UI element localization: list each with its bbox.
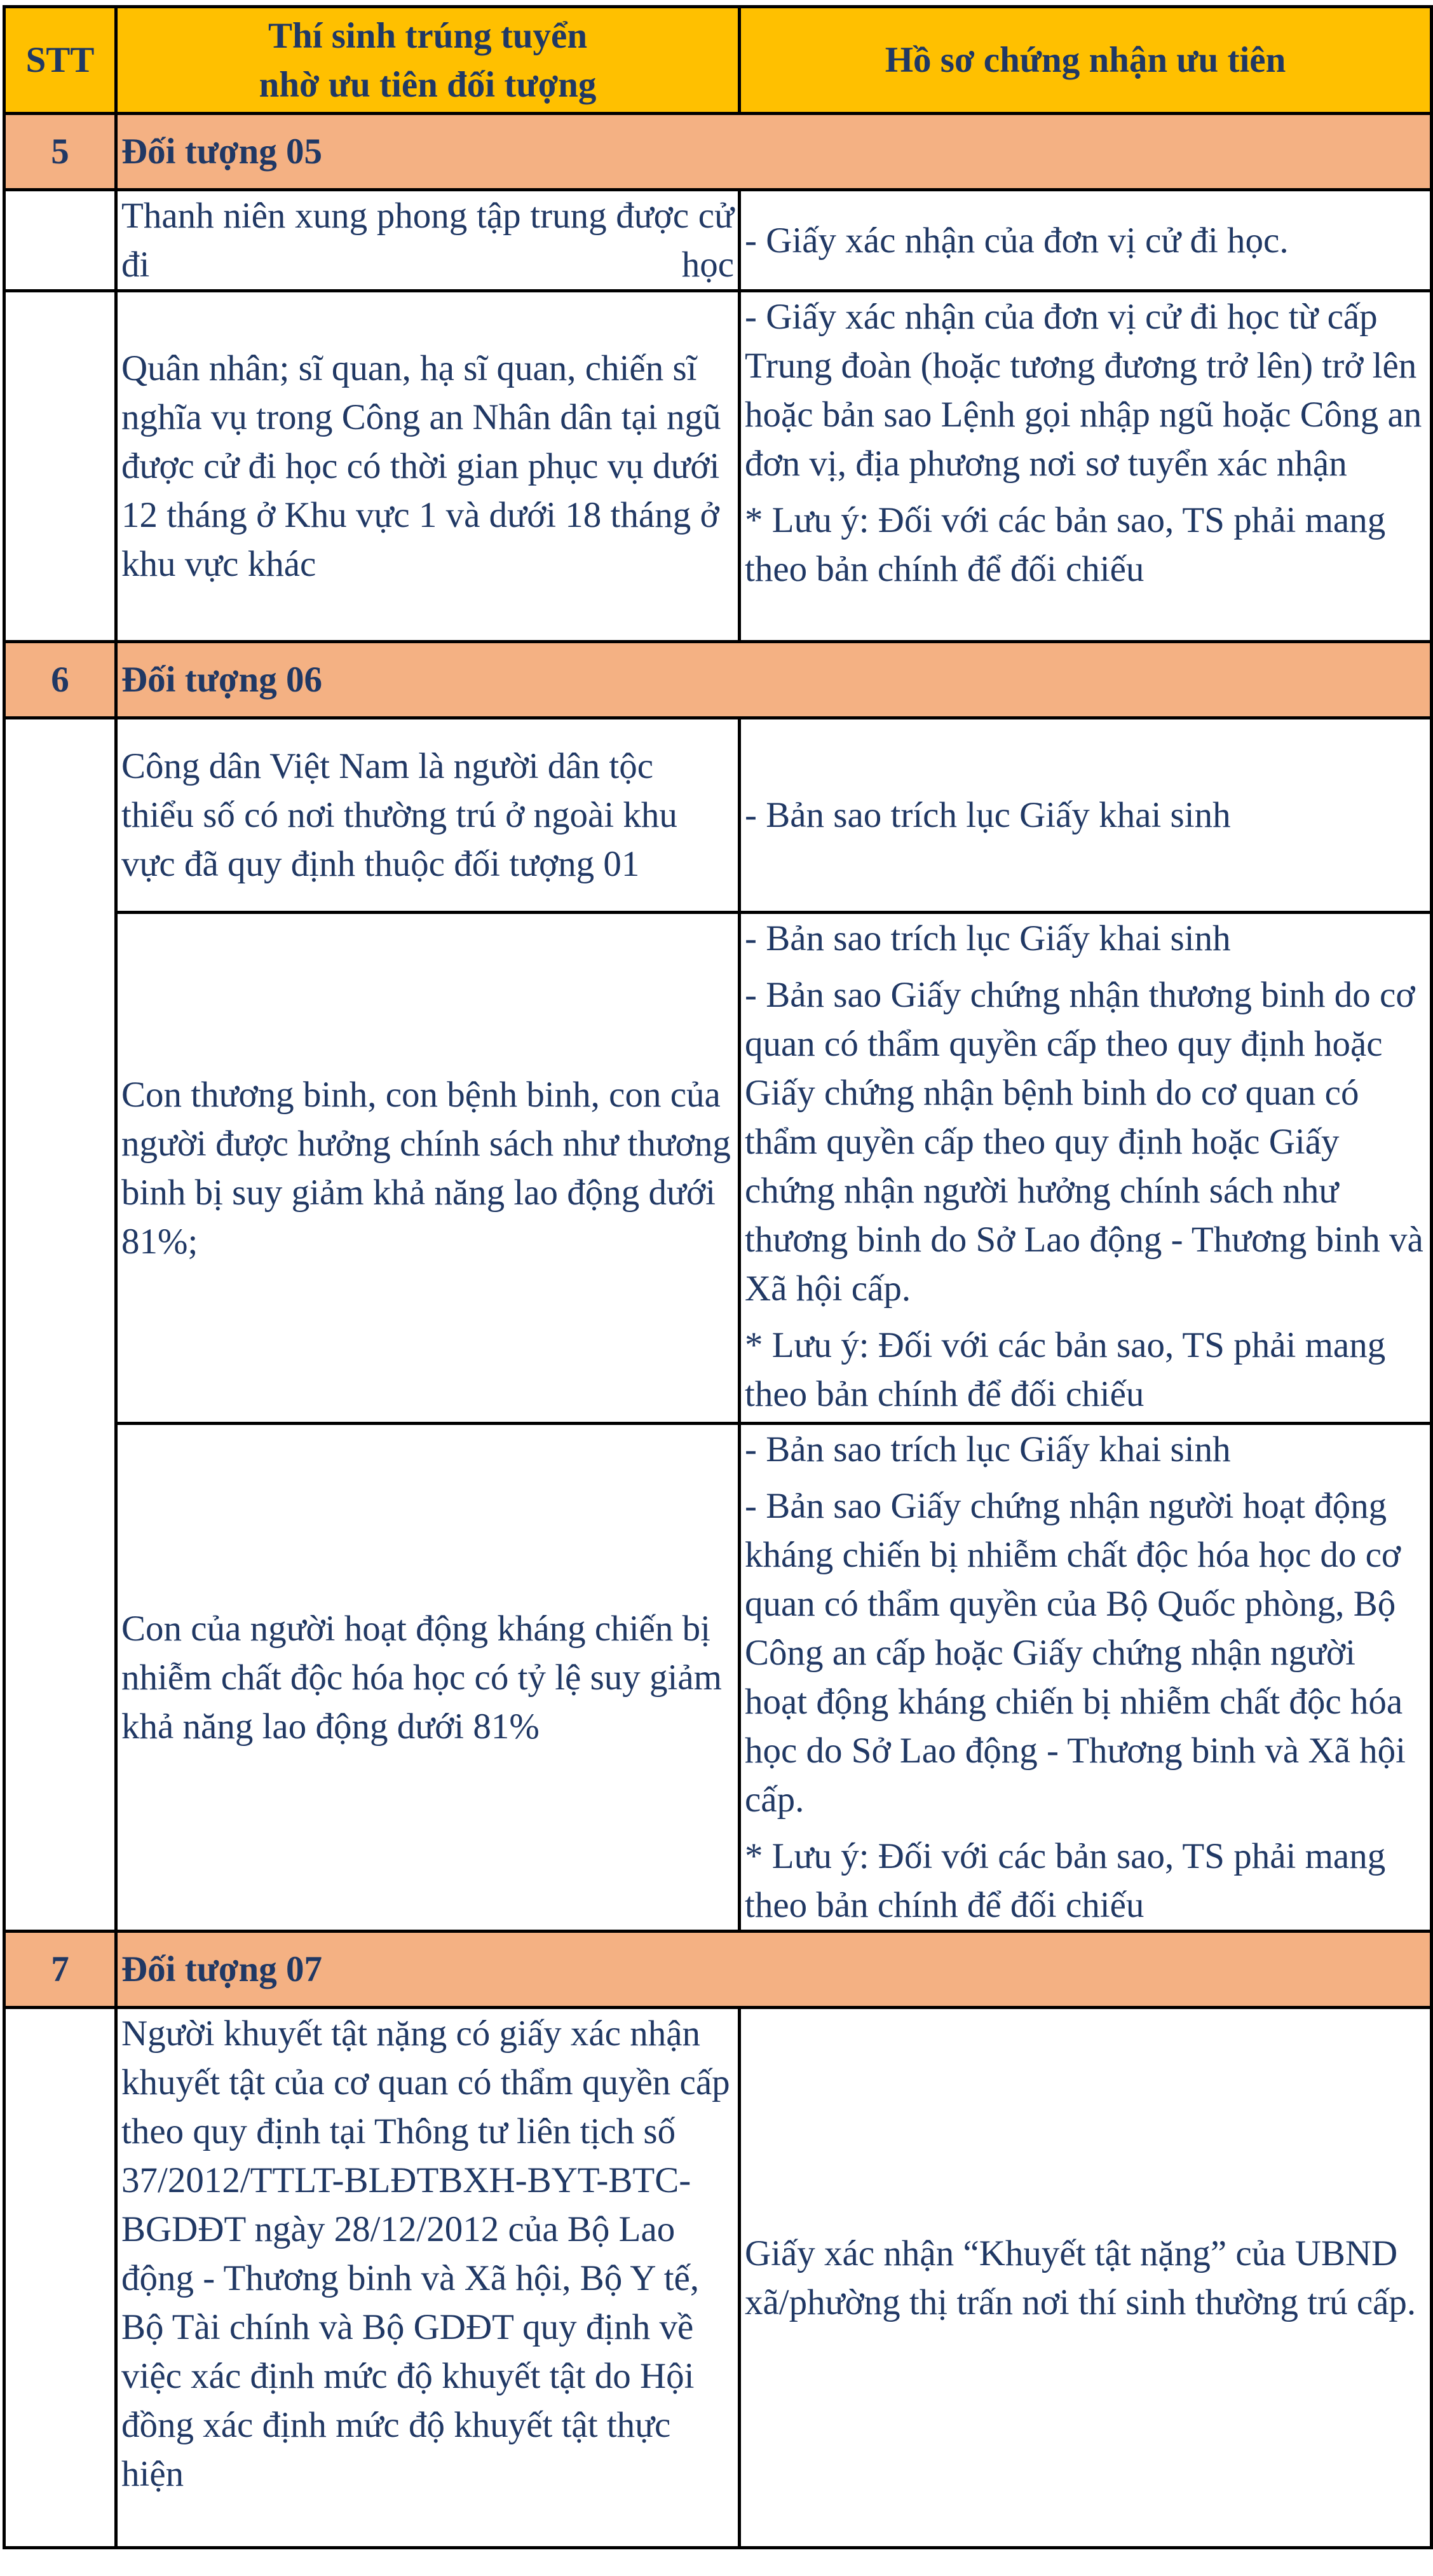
note-item: * Lưu ý: Đối với các bản sao, TS phải mang theo bản chính để đối chiếu xyxy=(745,1836,1386,1925)
group-title: Đối tượng 06 xyxy=(116,642,1432,718)
candidate-cell: Người khuyết tật nặng có giấy xác nhận khuyết tật của cơ quan có thẩm quyền cấp theo quy định tại Thông tư liên tịch số 37/2012/TTLT-BLĐTBXH-BYT-BTC-BGDĐT ngày 28/12/2012 của Bộ Lao động - Thương binh và Xã hội, Bộ Y tế, Bộ Tài chính và Bộ GDĐT quy định về việc xác định mức độ khuyết tật do Hội đồng xác định mức độ khuyết tật thực hiện xyxy=(116,2008,740,2548)
stt-cell-empty xyxy=(4,190,116,291)
group-title: Đối tượng 05 xyxy=(116,114,1432,190)
stt-cell-empty xyxy=(4,2008,116,2548)
group-row-05 xyxy=(4,114,1432,190)
table-row xyxy=(4,913,1432,1424)
header-candidate xyxy=(116,7,740,114)
group-stt: 6 xyxy=(4,642,116,718)
document-item: - Bản sao trích lục Giấy khai sinh xyxy=(745,1429,1231,1469)
header-candidate-line2: nhờ ưu tiên đối tượng xyxy=(259,64,597,105)
table-row xyxy=(4,2008,1432,2548)
note-item: * Lưu ý: Đối với các bản sao, TS phải mang theo bản chính để đối chiếu xyxy=(745,1325,1386,1414)
document-item: - Giấy xác nhận của đơn vị cử đi học từ cấp Trung đoàn (hoặc tương đương trở lên) trở lên hoặc bản sao Lệnh gọi nhập ngũ hoặc Công an đơn vị, địa phương nơi sơ tuyển xác nhận xyxy=(745,297,1422,484)
documents-cell xyxy=(740,190,1432,291)
header-documents: Hồ sơ chứng nhận ưu tiên xyxy=(740,7,1432,114)
documents-cell xyxy=(740,2008,1432,2548)
document-item: - Giấy xác nhận của đơn vị cử đi học. xyxy=(745,220,1289,261)
table-row xyxy=(4,190,1432,291)
group-stt: 5 xyxy=(4,114,116,190)
document-item: - Bản sao Giấy chứng nhận thương binh do cơ quan có thẩm quyền cấp theo quy định hoặc Giấy chứng nhận bệnh binh do cơ quan có thẩm quyền cấp theo quy định hoặc Giấy chứng nhận người hưởng chính sách như thương binh do Sở Lao động - Thương binh và Xã hội cấp. xyxy=(745,975,1423,1309)
group-stt: 7 xyxy=(4,1932,116,2008)
group-row-07 xyxy=(4,1932,1432,2008)
header-candidate-line1: Thí sinh trúng tuyển xyxy=(268,15,588,56)
candidate-cell: Con của người hoạt động kháng chiến bị nhiễm chất độc hóa học có tỷ lệ suy giảm khả năng lao động dưới 81% xyxy=(116,1424,740,1932)
table-row xyxy=(4,291,1432,642)
header-stt: STT xyxy=(4,7,116,114)
document-item: Giấy xác nhận “Khuyết tật nặng” của UBND xã/phường thị trấn nơi thí sinh thường trú cấp. xyxy=(745,2233,1416,2322)
stt-cell-empty xyxy=(4,718,116,913)
stt-cell-empty xyxy=(4,291,116,642)
documents-cell xyxy=(740,913,1432,1424)
candidate-cell: Công dân Việt Nam là người dân tộc thiểu số có nơi thường trú ở ngoài khu vực đã quy định thuộc đối tượng 01 xyxy=(116,718,740,913)
group-title: Đối tượng 07 xyxy=(116,1932,1432,2008)
note-item: * Lưu ý: Đối với các bản sao, TS phải mang theo bản chính để đối chiếu xyxy=(745,500,1386,589)
document-item: - Bản sao Giấy chứng nhận người hoạt động kháng chiến bị nhiễm chất độc hóa học do cơ quan có thẩm quyền của Bộ Quốc phòng, Bộ Công an cấp hoặc Giấy chứng nhận người hoạt động kháng chiến bị nhiễm chất độc hóa học do Sở Lao động - Thương binh và Xã hội cấp. xyxy=(745,1486,1406,1820)
stt-cell-empty xyxy=(4,913,116,1424)
candidate-cell: Con thương binh, con bệnh binh, con của người được hưởng chính sách như thương binh bị suy giảm khả năng lao động dưới 81%; xyxy=(116,913,740,1424)
documents-cell xyxy=(740,718,1432,913)
document-item: - Bản sao trích lục Giấy khai sinh xyxy=(745,795,1231,835)
group-row-06 xyxy=(4,642,1432,718)
table-row xyxy=(4,718,1432,913)
stt-cell-empty xyxy=(4,1424,116,1932)
priority-documents-table xyxy=(3,5,1433,2549)
table-row xyxy=(4,1424,1432,1932)
table-header-row xyxy=(4,7,1432,114)
candidate-cell: Thanh niên xung phong tập trung được cử đi học xyxy=(116,190,740,291)
document-item: - Bản sao trích lục Giấy khai sinh xyxy=(745,918,1231,958)
documents-cell xyxy=(740,1424,1432,1932)
candidate-cell: Quân nhân; sĩ quan, hạ sĩ quan, chiến sĩ nghĩa vụ trong Công an Nhân dân tại ngũ được cử đi học có thời gian phục vụ dưới 12 tháng ở Khu vực 1 và dưới 18 tháng ở khu vực khác xyxy=(116,291,740,642)
documents-cell xyxy=(740,291,1432,642)
